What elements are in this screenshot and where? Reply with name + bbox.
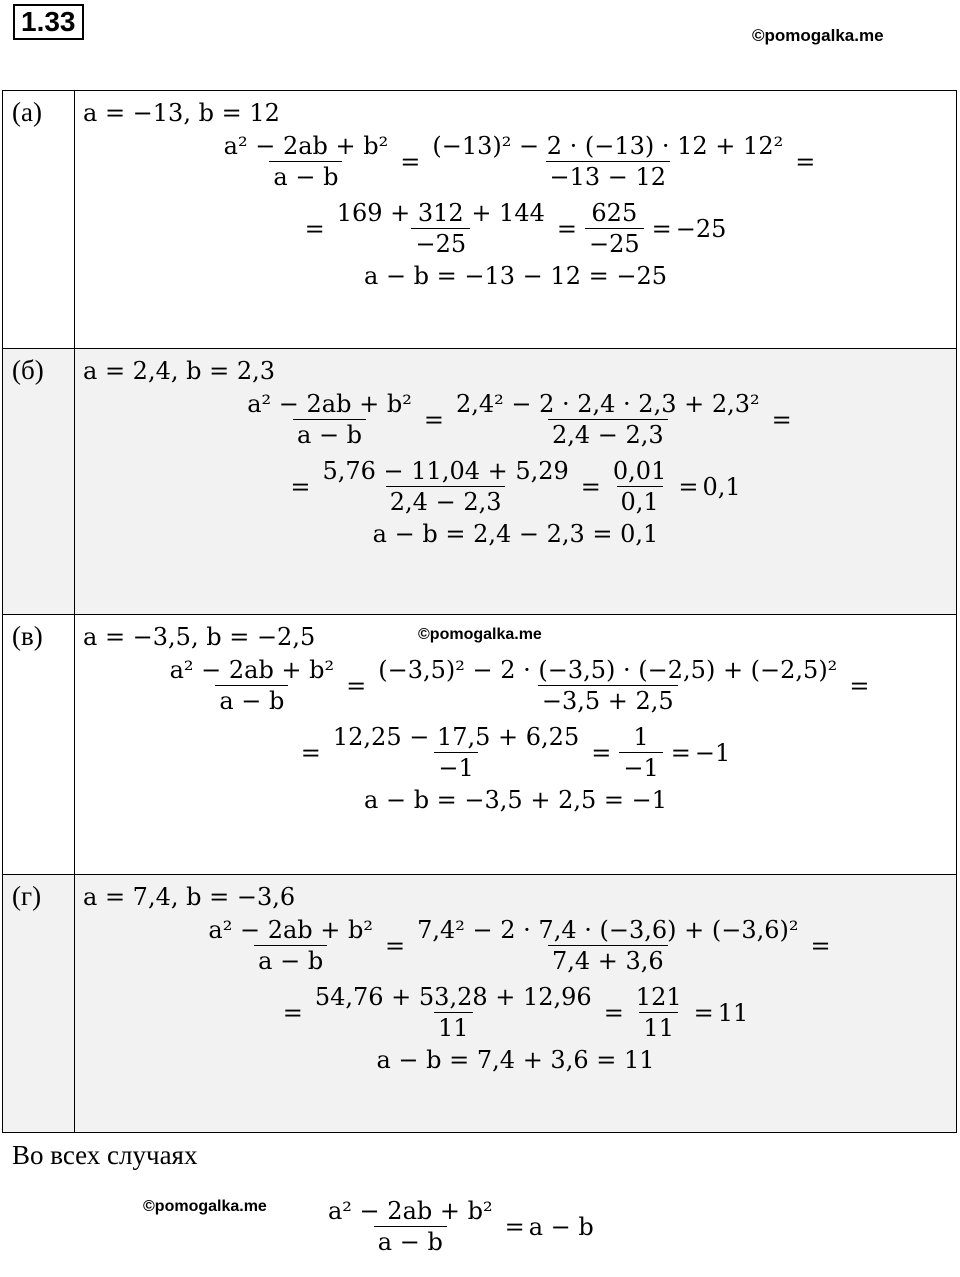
computed-fraction (318, 456, 572, 517)
substitution-line (75, 131, 956, 192)
part-row (3, 875, 957, 1133)
simplified-numerator: 0,01 (612, 457, 667, 485)
equals-sign: = (290, 472, 311, 501)
lhs-numerator: a² − 2ab + b² (247, 390, 412, 418)
equals-sign: = (678, 472, 699, 501)
equals-sign: = (300, 738, 321, 767)
simplified-denominator: 0,1 (617, 486, 663, 517)
final-denominator: a − b (374, 1226, 447, 1257)
substituted-numerator: 2,4² − 2 · 2,4 · 2,3 + 2,3² (455, 390, 760, 418)
lhs-denominator: a − b (215, 685, 288, 716)
computed-fraction (329, 722, 583, 783)
substitution-line (75, 389, 956, 450)
simplified-denominator: 11 (639, 1012, 678, 1043)
simplified-denominator: −25 (585, 228, 644, 259)
watermark-middle: ©pomogalka.me (418, 626, 542, 643)
equals-sign: = (795, 147, 816, 176)
substituted-fraction (374, 655, 841, 716)
substituted-denominator: 7,4 + 3,6 (548, 945, 668, 976)
equals-sign: = (556, 214, 577, 243)
final-fraction (324, 1196, 497, 1257)
part-row (3, 91, 957, 349)
part-label: (б) (3, 349, 75, 615)
calculation-line (75, 722, 956, 783)
equals-sign: = (670, 738, 691, 767)
calculation-line (75, 982, 956, 1043)
substituted-numerator: (−3,5)² − 2 · (−3,5) · (−2,5) + (−2,5)² (378, 656, 838, 684)
substituted-numerator: (−13)² − 2 · (−13) · 12 + 12² (432, 132, 784, 160)
lhs-denominator: a − b (254, 945, 327, 976)
equals-sign: = (591, 738, 612, 767)
check-line: a − b = −13 − 12 = −25 (364, 262, 667, 290)
solutions-table (2, 90, 957, 1133)
equals-sign: = (504, 1212, 525, 1241)
final-numerator: a² − 2ab + b² (328, 1197, 493, 1225)
computed-denominator: −1 (434, 752, 477, 783)
equals-sign: = (849, 671, 870, 700)
computed-numerator: 5,76 − 11,04 + 5,29 (322, 457, 569, 485)
substituted-fraction (413, 915, 802, 976)
simplified-fraction (632, 982, 686, 1043)
check-line: a − b = 7,4 + 3,6 = 11 (376, 1046, 655, 1074)
equals-sign: = (282, 998, 303, 1027)
lhs-numerator: a² − 2ab + b² (208, 916, 373, 944)
part-body (75, 615, 957, 875)
computed-fraction (311, 982, 596, 1043)
result-value: 0,1 (702, 472, 741, 501)
lhs-denominator: a − b (269, 161, 342, 192)
equals-sign: = (346, 671, 367, 700)
equals-sign: = (651, 214, 672, 243)
computed-numerator: 169 + 312 + 144 (336, 199, 545, 227)
watermark-bottom: ©pomogalka.me (143, 1198, 267, 1215)
substituted-fraction (428, 131, 787, 192)
lhs-fraction (243, 389, 416, 450)
equals-sign: = (693, 998, 714, 1027)
given-values: a = −13, b = 12 (83, 99, 280, 127)
computed-denominator: −25 (411, 228, 470, 259)
equals-sign: = (304, 214, 325, 243)
given-values: a = 2,4, b = 2,3 (83, 357, 275, 385)
equals-sign: = (771, 405, 792, 434)
equals-sign: = (603, 998, 624, 1027)
equals-sign: = (423, 405, 444, 434)
substituted-fraction (452, 389, 764, 450)
final-rhs: a − b (528, 1212, 594, 1241)
lhs-numerator: a² − 2ab + b² (169, 656, 335, 684)
substituted-denominator: 2,4 − 2,3 (548, 419, 668, 450)
lhs-fraction (166, 655, 339, 716)
simplified-fraction (619, 722, 662, 783)
result-value: 11 (717, 998, 749, 1027)
computed-denominator: 11 (434, 1012, 473, 1043)
result-value: −25 (675, 214, 727, 243)
given-values: a = 7,4, b = −3,6 (83, 883, 296, 911)
simplified-numerator: 1 (633, 723, 649, 751)
equals-sign: = (400, 147, 421, 176)
substituted-numerator: 7,4² − 2 · 7,4 · (−3,6) + (−3,6)² (417, 916, 799, 944)
lhs-fraction (220, 131, 393, 192)
result-value: −1 (694, 738, 731, 767)
simplified-numerator: 121 (635, 983, 682, 1011)
part-label: (а) (3, 91, 75, 349)
part-row (3, 349, 957, 615)
simplified-denominator: −1 (619, 752, 662, 783)
equals-sign: = (810, 931, 831, 960)
lhs-denominator: a − b (293, 419, 366, 450)
calculation-line (75, 456, 956, 517)
substituted-denominator: −13 − 12 (546, 161, 671, 192)
simplified-numerator: 625 (591, 199, 638, 227)
simplified-fraction (585, 198, 644, 259)
computed-numerator: 12,25 − 17,5 + 6,25 (332, 723, 580, 751)
part-body (75, 91, 957, 349)
part-label: (г) (3, 875, 75, 1133)
part-label: (в) (3, 615, 75, 875)
part-body (75, 349, 957, 615)
conclusion-text: Во всех случаях (12, 1140, 198, 1170)
equals-sign: = (385, 931, 406, 960)
simplified-fraction (609, 456, 670, 517)
lhs-numerator: a² − 2ab + b² (223, 132, 389, 160)
watermark-top: ©pomogalka.me (752, 26, 884, 45)
substitution-line (75, 655, 956, 716)
equals-sign: = (580, 472, 601, 501)
final-identity (318, 1196, 596, 1257)
given-values: a = −3,5, b = −2,5 (83, 623, 316, 651)
lhs-fraction (204, 915, 377, 976)
part-row (3, 615, 957, 875)
substitution-line (75, 915, 956, 976)
computed-denominator: 2,4 − 2,3 (386, 486, 506, 517)
computed-fraction (333, 198, 549, 259)
computed-numerator: 54,76 + 53,28 + 12,96 (314, 983, 592, 1011)
task-number-badge: 1.33 (13, 4, 84, 40)
part-body (75, 875, 957, 1133)
check-line: a − b = 2,4 − 2,3 = 0,1 (372, 520, 659, 548)
substituted-denominator: −3,5 + 2,5 (538, 685, 678, 716)
check-line: a − b = −3,5 + 2,5 = −1 (364, 786, 667, 814)
calculation-line (75, 198, 956, 259)
